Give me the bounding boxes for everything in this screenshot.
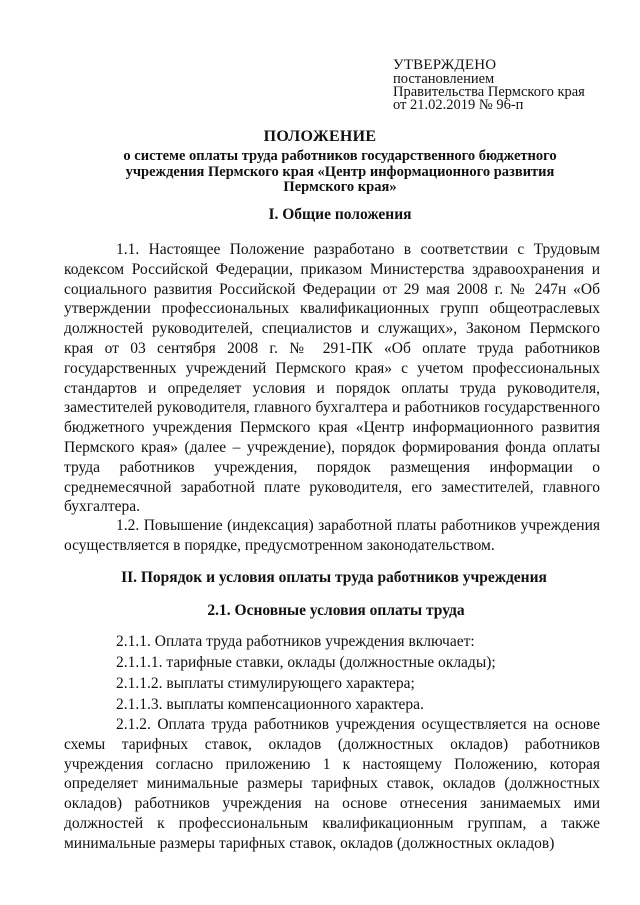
approval-stamp — [393, 58, 585, 112]
list-item: 2.1.1.1. тарифные ставки, оклады (должностные оклады); — [116, 654, 496, 671]
subsection-heading: 2.1. Основные условия оплаты труда — [207, 602, 465, 619]
approval-line: Правительства Пермского края — [393, 84, 585, 100]
list-item: 2.1.1.3. выплаты компенсационного характера. — [116, 696, 424, 713]
document-subtitle: о системе оплаты труда работников государственного бюджетного учреждения Пермского края «Центр информационного развития Пермского края» — [123, 148, 557, 195]
document-title: ПОЛОЖЕНИЕ — [263, 128, 377, 145]
numbered-list — [116, 631, 496, 715]
section-heading: II. Порядок и условия оплаты труда работников учреждения — [121, 569, 547, 586]
section-heading: I. Общие положения — [268, 206, 412, 223]
approval-line: постановлением — [393, 71, 495, 87]
approval-line: от 21.02.2019 № 96-п — [393, 97, 524, 113]
list-item: 2.1.1. Оплата труда работников учреждения включает: — [116, 633, 475, 650]
paragraph: 1.1. Настоящее Положение разработано в соответствии с Трудовым кодексом Российской Федерации, приказом Министерства здравоохранения и социального развития Российской Федерации от 29 мая 2008 г. № 247н «Об утверждении профессиональных квалификационных групп общеотраслевых должностей руководителей, специалистов и служащих», Законом Пермского края от 03 сентября 2008 г. № 291-ПК «Об оплате труда работников государственных учреждений Пермского края» с учетом профессиональных стандартов и определяет условия и порядок оплаты труда руководителя, заместителей руководителя, главного бухгалтера и работников государственного бюджетного учреждения Пермского края «Центр информационного развития Пермского края» (далее – учреждение), порядок формирования фонда оплаты труда работников учреждения, порядок размещения информации о среднемесячной заработной плате руководителя, его заместителей, главного бухгалтера. — [64, 241, 600, 516]
paragraph: 1.2. Повышение (индексация) заработной платы работников учреждения осуществляется в порядке, предусмотренном законодательством. — [64, 517, 600, 554]
list-item: 2.1.1.2. выплаты стимулирующего характера; — [116, 675, 415, 692]
paragraph: 2.1.2. Оплата труда работников учреждения осуществляется на основе схемы тарифных ставок, окладов (должностных окладов) работников учреждения согласно приложению 1 к настоящему Положению, которая определяет минимальные размеры тарифных ставок, окладов (должностных окладов) работников учреждения на основе отнесения занимаемых ими должностей к профессиональным квалификационным группам, а также минимальные размеры тарифных ставок, окладов (должностных окладов) — [64, 716, 600, 852]
approval-heading: УТВЕРЖДЕНО — [393, 57, 497, 73]
